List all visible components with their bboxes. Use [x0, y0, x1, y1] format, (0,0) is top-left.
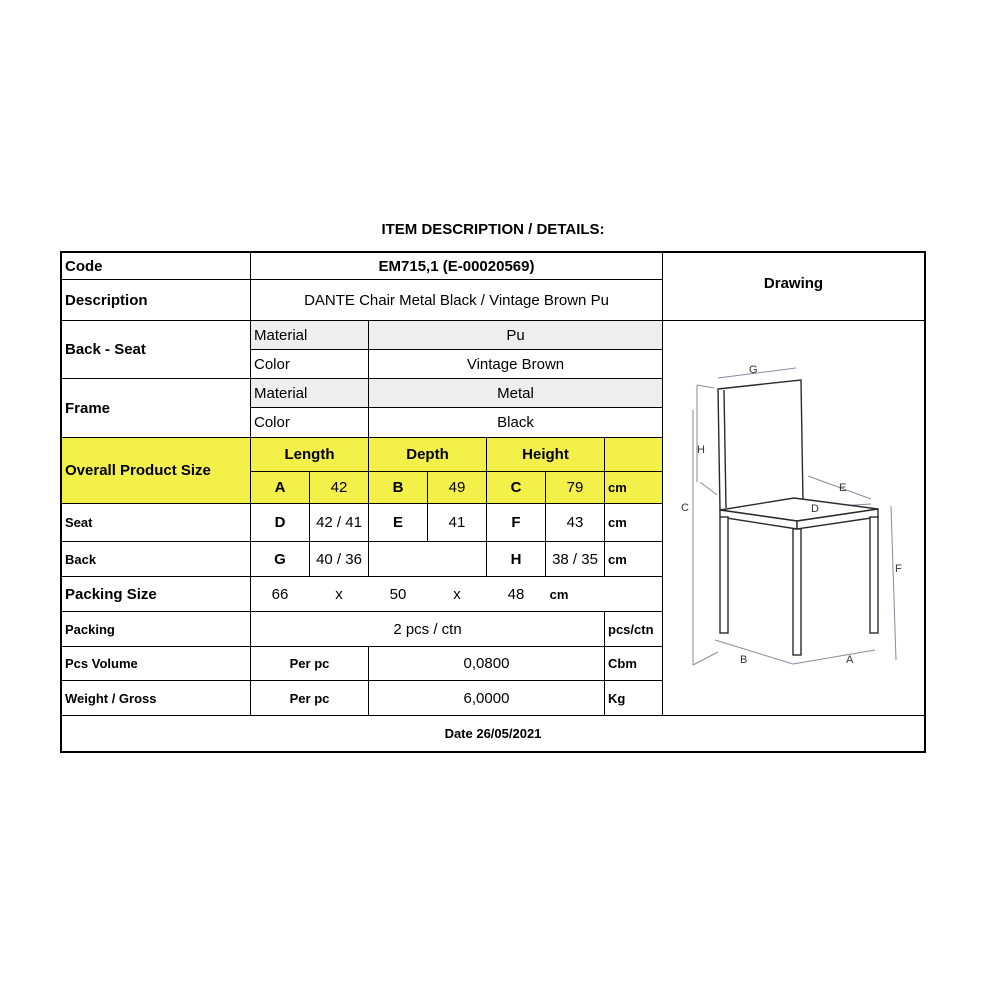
packing-value: 2 pcs / ctn: [393, 620, 462, 638]
label-h: H: [697, 444, 705, 456]
back-h-value: 38 / 35: [552, 550, 598, 568]
seat-label: Seat: [65, 515, 93, 530]
dim-line-b: [715, 640, 793, 664]
seat-unit: cm: [608, 515, 627, 530]
frame-color-value: Black: [497, 414, 534, 431]
back-seat-material-label: Material: [254, 326, 308, 344]
overall-a-key: A: [274, 479, 286, 496]
back-g-key: G: [274, 550, 286, 568]
overall-b-value: 49: [448, 479, 466, 496]
seat-e-value: 41: [448, 514, 466, 531]
chair-backrest: [718, 380, 803, 510]
seat-d-value: 42 / 41: [316, 514, 362, 531]
dim-line-a: [793, 650, 875, 664]
back-label: Back: [65, 551, 97, 567]
code-value: EM715,1 (E-00020569): [378, 257, 535, 275]
chair-leg-back-right: [870, 517, 878, 633]
overall-unit: cm: [608, 480, 627, 495]
label-f: F: [895, 563, 902, 575]
packing-size-x1: x: [335, 585, 343, 603]
weight-unit: Kg: [608, 690, 626, 706]
back-seat-material-value: Pu: [506, 326, 525, 344]
dim-line-f: [891, 506, 896, 660]
frame-material-value: Metal: [497, 384, 534, 402]
packing-size-v1: 66: [271, 585, 289, 603]
description-value: DANTE Chair Metal Black / Vintage Brown Pu: [304, 291, 609, 309]
pcs-volume-label: Pcs Volume: [65, 656, 138, 671]
description-label: Description: [65, 291, 148, 309]
frame-color-label: Color: [254, 414, 290, 431]
packing-size-v2: 50: [389, 585, 407, 603]
seat-f-key: F: [511, 514, 521, 531]
label-c: C: [681, 502, 689, 514]
frame-material-label: Material: [254, 384, 308, 402]
packing-label: Packing: [65, 621, 115, 637]
pcs-volume-unit: Cbm: [608, 656, 637, 671]
back-seat-color-value: Vintage Brown: [466, 355, 565, 373]
frame-label: Frame: [65, 399, 111, 417]
overall-c-key: C: [510, 479, 522, 496]
label-b: B: [740, 654, 748, 666]
packing-size-v3: 48: [507, 585, 525, 603]
chair-leg-front-left: [720, 517, 728, 633]
packing-size-x2: x: [453, 585, 461, 603]
chair-drawing: [663, 322, 924, 714]
label-a: A: [846, 654, 854, 666]
back-seat-color-label: Color: [254, 355, 290, 373]
date-footer: Date 26/05/2021: [444, 726, 542, 741]
packing-size-unit: cm: [549, 586, 569, 602]
height-header: Height: [522, 446, 569, 463]
pcs-volume-per: Per pc: [289, 656, 330, 671]
back-unit: cm: [608, 551, 627, 567]
label-e: E: [839, 482, 847, 494]
packing-unit: pcs/ctn: [608, 621, 654, 637]
code-label: Code: [65, 257, 103, 275]
overall-size-label: Overall Product Size: [65, 462, 211, 479]
length-header: Length: [284, 446, 335, 463]
seat-f-value: 43: [566, 514, 584, 531]
back-g-value: 40 / 36: [316, 550, 362, 568]
label-g: G: [749, 364, 758, 376]
drawing-label: Drawing: [763, 275, 824, 292]
label-d: D: [811, 503, 819, 515]
back-seat-label: Back - Seat: [65, 341, 146, 358]
overall-a-value: 42: [330, 479, 348, 496]
packing-size-label: Packing Size: [65, 585, 157, 603]
weight-label: Weight / Gross: [65, 690, 157, 706]
seat-e-key: E: [392, 514, 403, 531]
seat-d-key: D: [274, 514, 286, 531]
weight-value: 6,0000: [463, 689, 510, 707]
back-h-key: H: [510, 550, 522, 568]
pcs-volume-value: 0,0800: [463, 655, 510, 672]
overall-b-key: B: [392, 479, 404, 496]
page-title: ITEM DESCRIPTION / DETAILS:: [381, 221, 605, 238]
chair-leg-front-right: [793, 529, 801, 655]
depth-header: Depth: [406, 446, 449, 463]
overall-c-value: 79: [566, 479, 584, 496]
weight-per: Per pc: [289, 690, 330, 706]
